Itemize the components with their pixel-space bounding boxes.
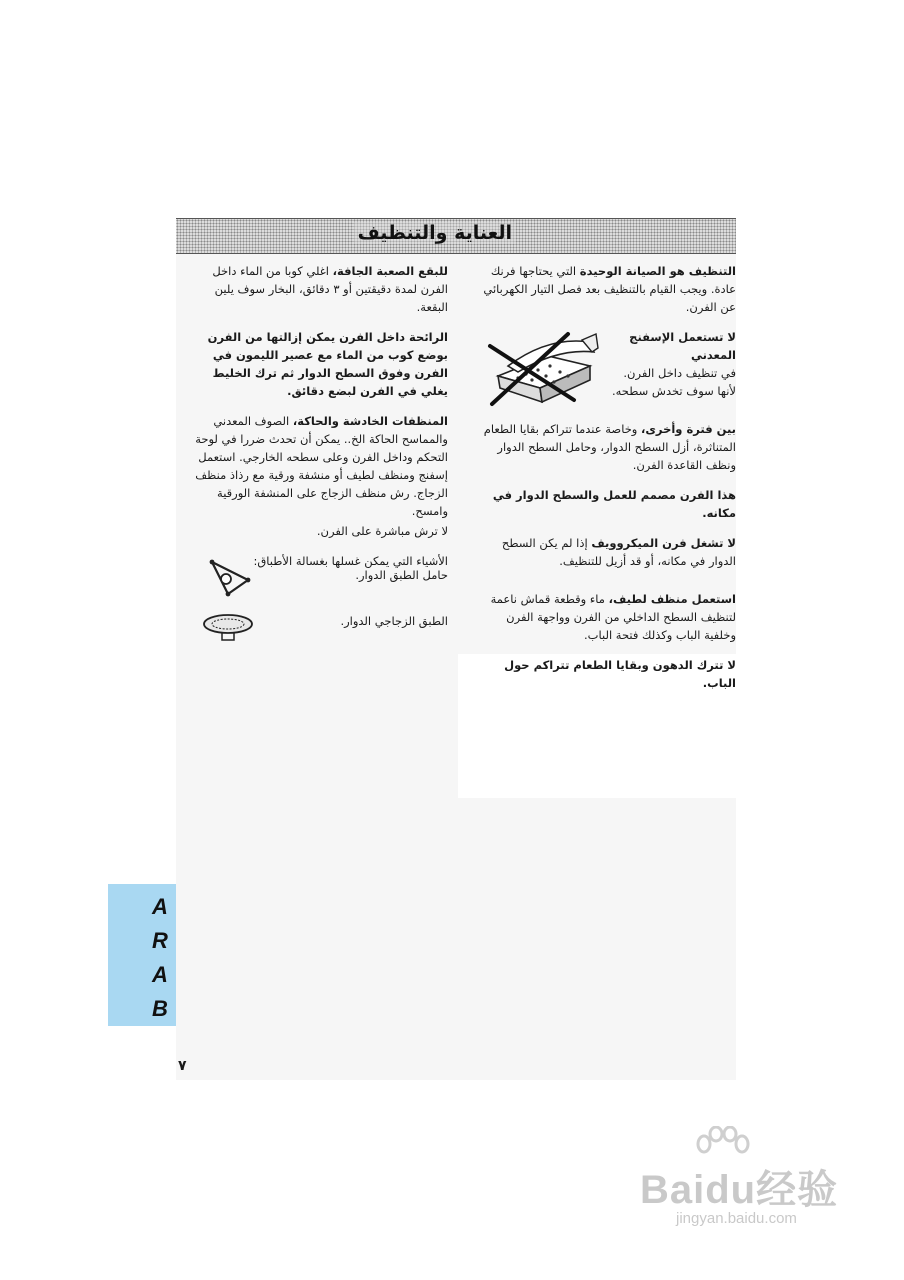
paragraph-periodic — [474, 420, 736, 474]
paragraph-text: في تنظيف داخل الفرن. لأنها سوف تخدش سطحه. — [611, 366, 736, 398]
left-column — [184, 262, 448, 582]
paragraph-no-operate — [474, 534, 736, 570]
paragraph-text: التي يحتاجها فرنك عادة. ويجب القيام بالتنظيف بعد فصل التيار الكهربائي عن الفرن. — [483, 264, 736, 314]
paragraph-dry-stains — [184, 262, 448, 316]
language-tab-letter: A — [152, 894, 168, 919]
paragraph-heading: لا تشغل فرن الميكروويف — [591, 536, 736, 550]
paragraph-mild-cleaner — [474, 590, 736, 644]
paragraph-text: وخاصة عندما تتراكم بقايا الطعام المتناثرة، أزل السطح الدوار، وحامل السطح الدوار ونظف القاعدة الفرن. — [483, 422, 736, 472]
watermark-url: jingyan.baidu.com — [676, 1210, 797, 1227]
paragraph-text: اغلي كوبا من الماء داخل الفرن لمدة دقيقتين أو ٣ دقائق، البخار سوف يلين البقعة. — [212, 264, 448, 314]
page-number: ٧ — [178, 1058, 187, 1074]
paragraph-heading: التنظيف هو الصيانة الوحيدة — [579, 264, 736, 278]
paragraph-text: إذا لم يكن السطح الدوار في مكانه، أو قد أزيل للتنظيف. — [501, 536, 736, 568]
paragraph-heading: استعمل منظف لطيف، — [608, 592, 736, 606]
page-title: العناية والتنظيف — [354, 222, 516, 244]
paragraph-note: لا ترش مباشرة على الفرن. — [316, 524, 448, 538]
glass-tray-icon — [202, 612, 254, 642]
paragraph-heading: لا تستعمل الإسفنج المعدني — [629, 330, 736, 362]
dishwasher-heading: الأشياء التي يمكن غسلها بغسالة الأطباق: — [253, 554, 448, 568]
section-header — [176, 218, 736, 254]
paragraph-designed: هذا الفرن مصمم للعمل والسطح الدوار في مكانه. — [492, 488, 736, 520]
paragraph-heading: المنظفات الخادشة والحاكة، — [292, 414, 448, 428]
dishwasher-item-glass-tray: الطبق الزجاجي الدوار. — [340, 614, 448, 628]
paragraph-text: الصوف المعدني والمماسح الحاكة الخ.. يمكن أن تحدث ضررا في لوحة التحكم وداخل الفرن وعلى سطحه الخارجي. استعمل إسفنج ومنظف لطيف أو منشفة ورقية مع رذاذ منظف الزجاج. رش منظف الزجاج على المنشفة الورقية وامسح. — [195, 414, 448, 518]
language-tab-letter: R — [152, 928, 168, 953]
paragraph-door-grease: لا تترك الدهون وبقايا الطعام تتراكم حول الباب. — [504, 658, 736, 690]
paragraph-heading: بين فترة وأخرى، — [641, 422, 736, 436]
paragraph-cleaning — [474, 262, 736, 316]
metal-sponge-crossed-icon — [478, 326, 600, 408]
language-tab-letter: B — [152, 996, 168, 1021]
dishwasher-item-roller-support: حامل الطبق الدوار. — [355, 568, 448, 582]
language-tab-letter: A — [152, 962, 168, 987]
paragraph-odor: الرائحة داخل الفرن يمكن إزالتها من الفرن بوضع كوب من الماء مع عصير الليمون في الفرن وفوق السطح الدوار ثم ترك الخليط يغلي في الفرن لبضع دقائق. — [207, 330, 448, 398]
paragraph-text: ماء وقطعة قماش ناعمة لتنظيف السطح الداخلي من الفرن وواجهة الفرن وخلفية الباب وكذلك فتحة الباب. — [490, 592, 736, 642]
roller-support-icon — [204, 558, 252, 600]
paragraph-abrasive — [184, 412, 448, 520]
paragraph-heading: للبقع الصعبة الجافة، — [332, 264, 448, 278]
watermark-logo: Baidu经验 — [640, 1168, 839, 1212]
